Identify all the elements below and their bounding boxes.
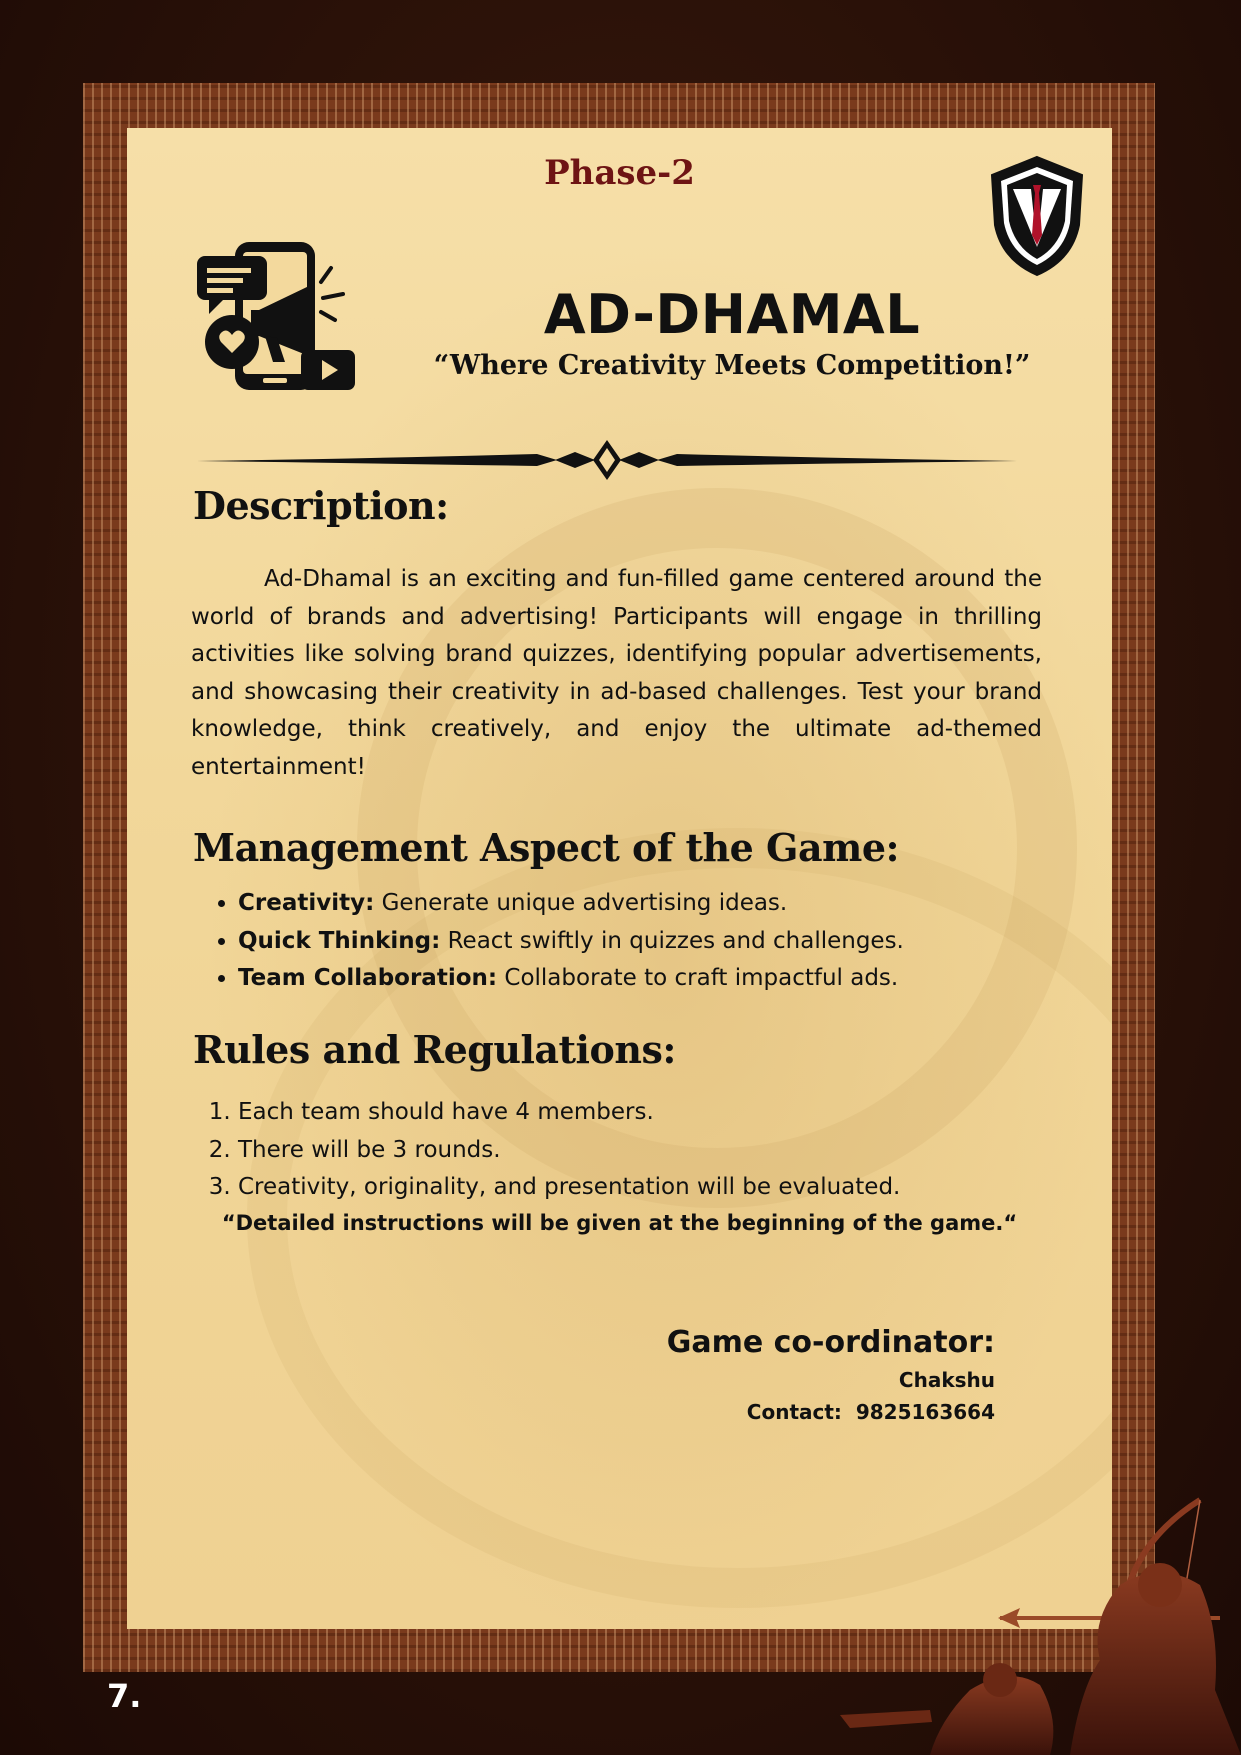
coordinator-contact: Contact: 9825163664 [746, 1400, 995, 1424]
list-item [238, 923, 1058, 961]
item-text: Collaborate to craft impactful ads. [497, 965, 899, 991]
list-item [238, 885, 1058, 923]
page-number: 7. [107, 1677, 142, 1715]
smartphone-megaphone-icon [197, 238, 362, 398]
item-label: Creativity: [238, 890, 375, 916]
item-text: React swiftly in quizzes and challenges. [440, 927, 904, 954]
game-tagline: “Where Creativity Meets Competition!” [433, 350, 1031, 381]
rules-list [212, 1094, 1058, 1207]
coordinator-heading: Game co-ordinator: [666, 1325, 995, 1360]
ornamental-divider [197, 440, 1017, 480]
item-label: Team Collaboration: [238, 965, 498, 991]
shield-tie-logo [987, 155, 1087, 277]
page-paper [127, 128, 1112, 1629]
rules-heading: Rules and Regulations: [193, 1027, 676, 1072]
item-text: Generate unique advertising ideas. [374, 890, 788, 916]
item-label: Quick Thinking: [238, 927, 441, 954]
list-item [238, 960, 1058, 998]
rule-item: 1. Each team should have 4 members. [238, 1094, 1058, 1132]
description-text: Ad-Dhamal is an exciting and fun-filled game centered around the world of brands and advertising! Participants will engage in thrilling activities like solving brand quizzes, identifying popular advertisements, and showcasing their creativity in ad-based challenges. Test your brand knowledge, think creatively, and enjoy the ultimate ad-themed entertainment! [191, 566, 1042, 780]
management-heading: Management Aspect of the Game: [193, 825, 900, 870]
phase-label: Phase-2 [544, 153, 695, 193]
description-heading: Description: [193, 483, 449, 528]
archer-illustration [820, 1490, 1241, 1755]
rule-item: 2. There will be 3 rounds. [238, 1132, 1058, 1170]
game-title: AD-DHAMAL [543, 283, 921, 346]
instructions-note: “Detailed instructions will be given at the beginning of the game.“ [221, 1211, 1018, 1235]
rule-item: 3. Creativity, originality, and presentation will be evaluated. [238, 1169, 1058, 1207]
coordinator-name: Chakshu [898, 1368, 995, 1392]
management-list [212, 885, 1058, 998]
